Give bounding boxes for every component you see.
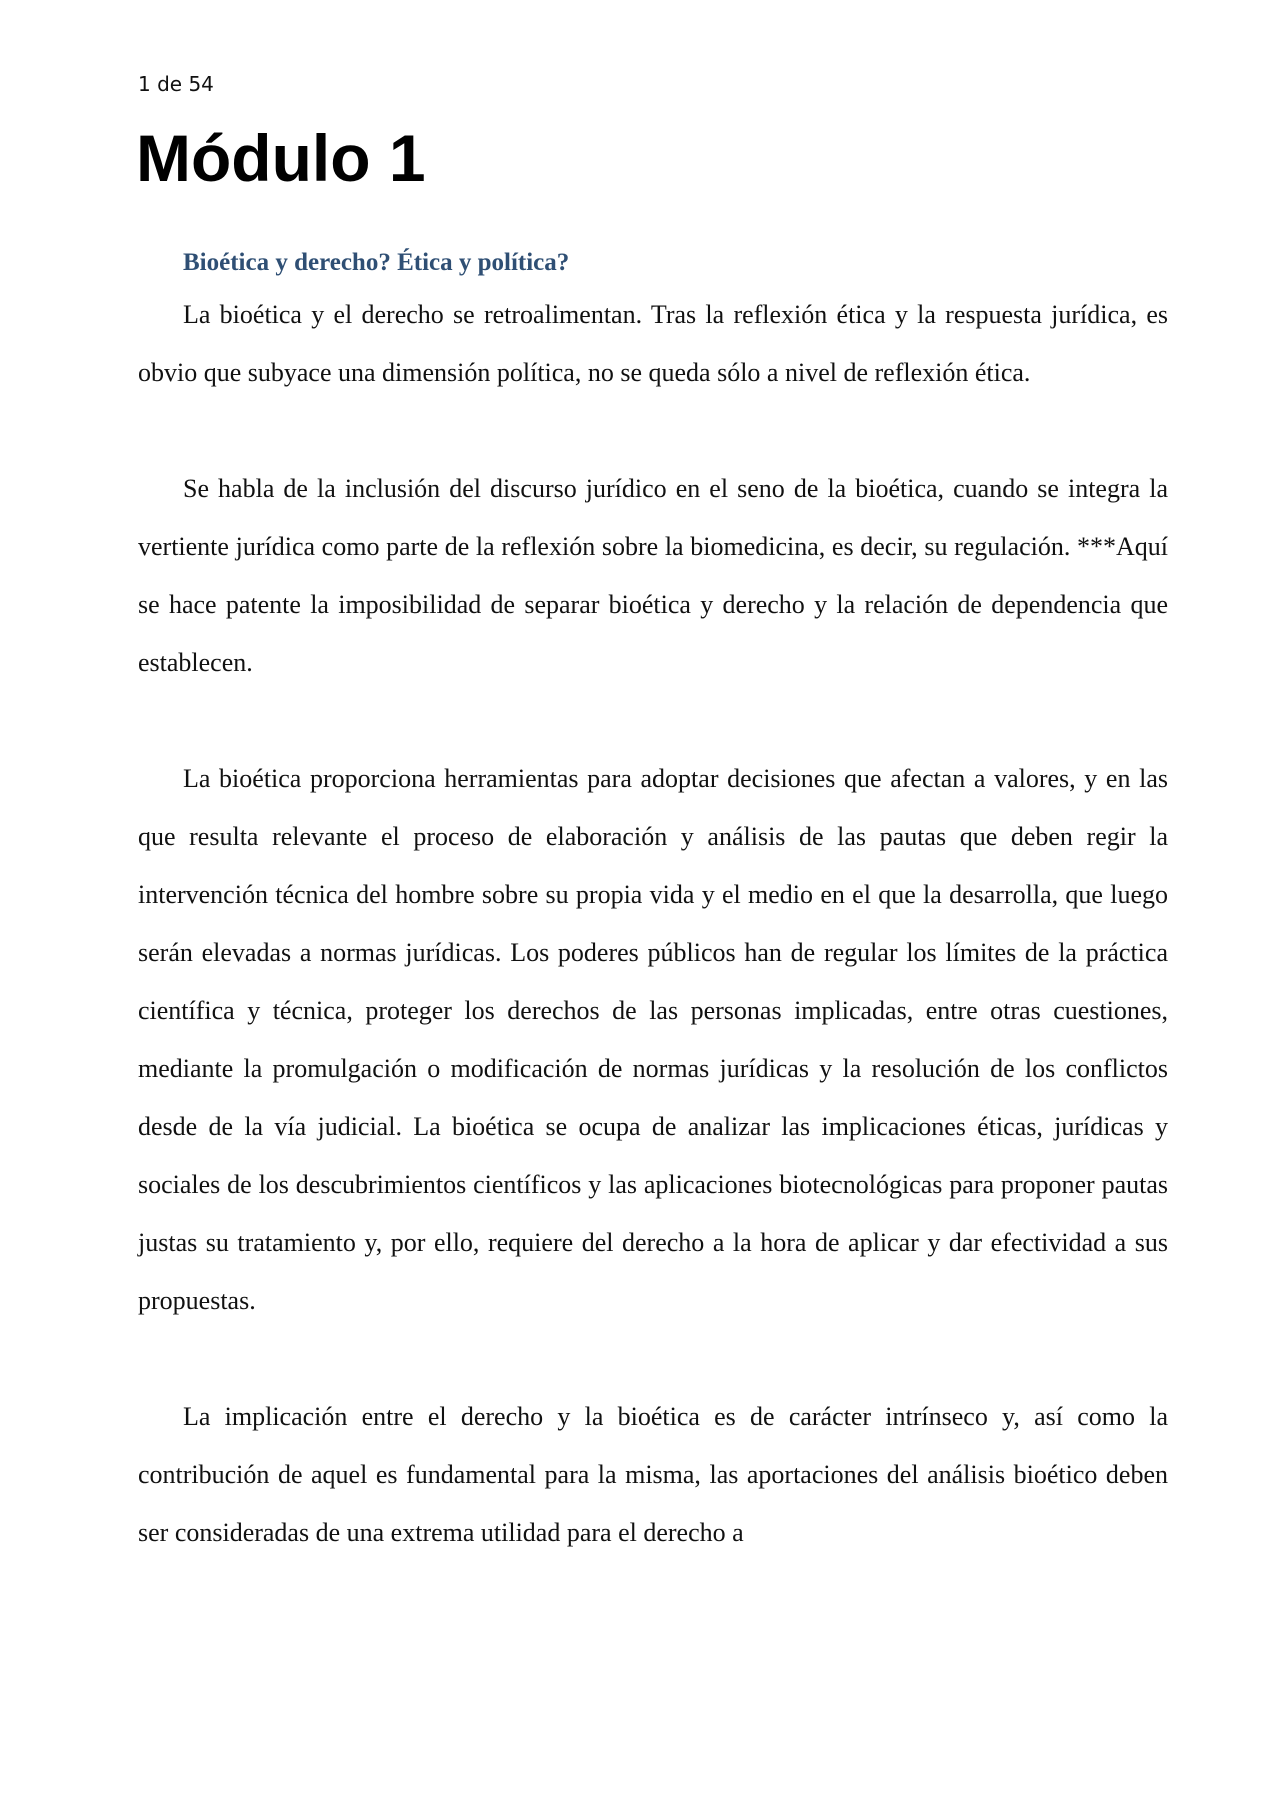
paragraph: La implicación entre el derecho y la bioética es de carácter intrínseco y, así como la contribución de aquel es fundamental para la misma, las aportaciones del análisis bioético deben ser consideradas de una extrema utilidad para el derecho a (138, 1402, 1168, 1547)
paragraph: La bioética proporciona herramientas para adoptar decisiones que afectan a valores, y en las que resulta relevante el proceso de elaboración y análisis de las pautas que deben regir la intervención técnica del hombre sobre su propia vida y el medio en el que la desarrolla, que luego serán elevadas a normas jurídicas. Los poderes públicos han de regular los límites de la práctica científica y técnica, proteger los derechos de las personas implicadas, entre otras cuestiones, mediante la promulgación o modificación de normas jurídicas y la resolución de los conflictos desde de la vía judicial. La bioética se ocupa de analizar las implicaciones éticas, jurídicas y sociales de los descubrimientos científicos y las aplicaciones biotecnológicas para proponer pautas justas su tratamiento y, por ello, requiere del derecho a la hora de aplicar y dar efectividad a sus propuestas. (138, 764, 1168, 1315)
document-body (138, 242, 1168, 1620)
section-heading: Bioética y derecho? Ética y política? (183, 249, 570, 276)
module-title: Módulo 1 (136, 121, 426, 195)
paragraph: La bioética y el derecho se retroalimentan. Tras la reflexión ética y la respuesta jurídica, es obvio que subyace una dimensión política, no se queda sólo a nivel de reflexión ética. (138, 300, 1168, 387)
page-number: 1 de 54 (138, 72, 214, 96)
paragraph: Se habla de la inclusión del discurso jurídico en el seno de la bioética, cuando se integra la vertiente jurídica como parte de la reflexión sobre la biomedicina, es decir, su regulación. ***Aquí se hace patente la imposibilidad de separar bioética y derecho y la relación de dependencia que establecen. (138, 474, 1168, 677)
